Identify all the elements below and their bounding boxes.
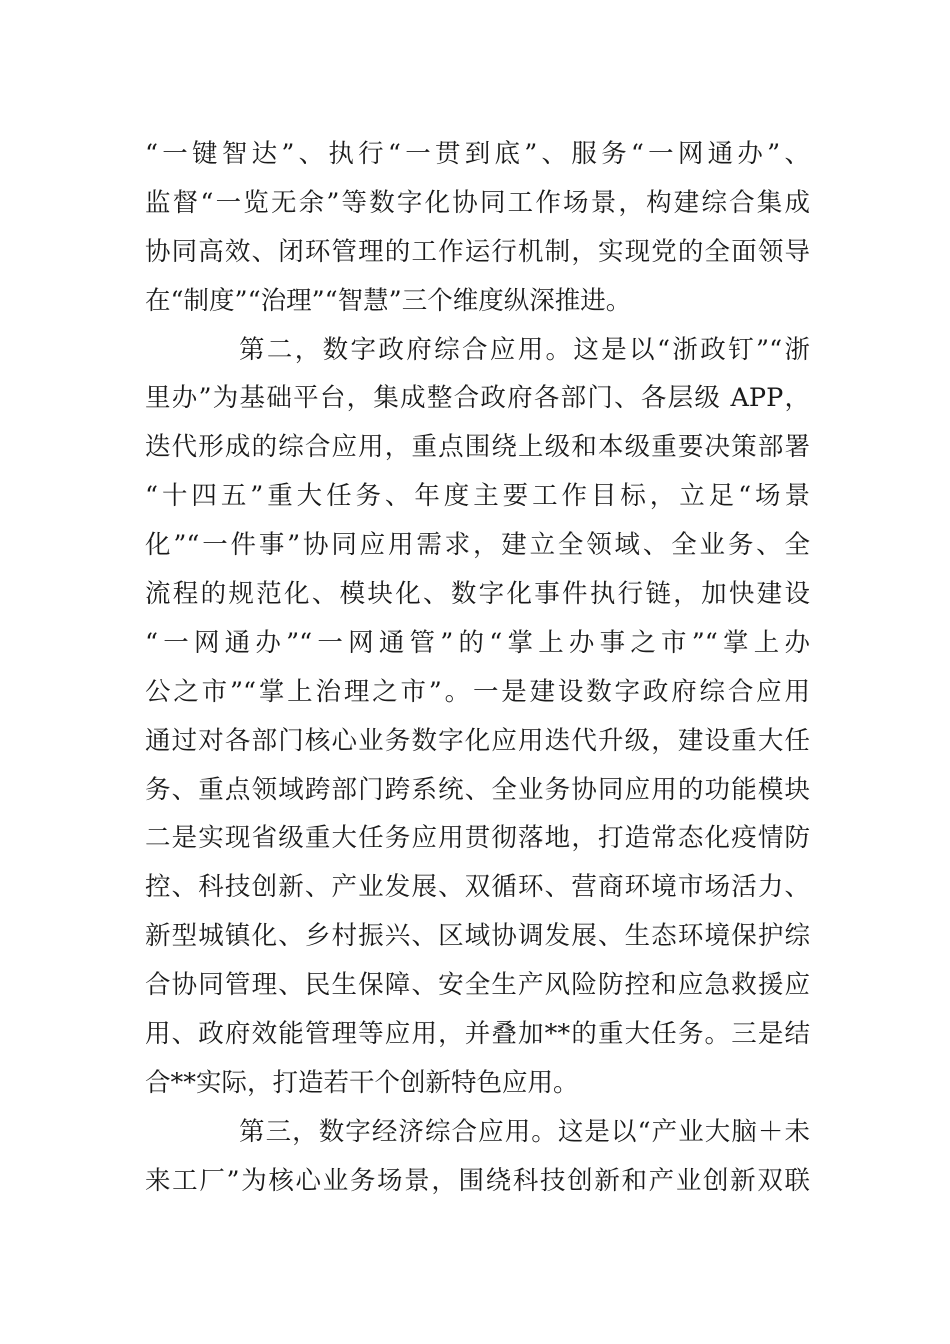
paragraph-line: 迭代形成的综合应用，重点围绕上级和本级重要决策部署	[145, 432, 810, 463]
paragraph-line: 公之市”“掌上治理之市”。一是建设数字政府综合应用	[145, 676, 810, 707]
paragraph-2	[145, 326, 810, 1108]
paragraph-line: 在“制度”“治理”“智慧”三个维度纵深推进。	[145, 285, 632, 316]
paragraph-line: 通过对各部门核心业务数字化应用迭代升级，建设重大任	[145, 725, 810, 756]
paragraph-line: 协同高效、闭环管理的工作运行机制，实现党的全面领导	[145, 236, 810, 267]
paragraph-line: “一网通办”“一网通管”的“掌上办事之市”“掌上办	[145, 627, 810, 658]
paragraph-line: 二是实现省级重大任务应用贯彻落地，打造常态化疫情防	[145, 823, 810, 854]
paragraph-line: 合协同管理、民生保障、安全生产风险防控和应急救援应	[145, 970, 810, 1001]
paragraph-line: “一键智达”、执行“一贯到底”、服务“一网通办”、	[145, 139, 810, 169]
paragraph-line: 合**实际，打造若干个创新特色应用。	[145, 1067, 579, 1098]
paragraph-line: 第三，数字经济综合应用。这是以“产业大脑＋未	[239, 1116, 810, 1147]
paragraph-line: 新型城镇化、乡村振兴、区域协调发展、生态环境保护综	[145, 921, 810, 952]
paragraph-line: 务、重点领域跨部门跨系统、全业务协同应用的功能模块	[145, 774, 810, 805]
paragraph-line: “十四五”重大任务、年度主要工作目标，立足“场景	[145, 481, 810, 512]
paragraph-3	[145, 1108, 810, 1206]
paragraph-line: 化”“一件事”协同应用需求，建立全领域、全业务、全	[145, 530, 810, 561]
paragraph-line: 来工厂”为核心业务场景，围绕科技创新和产业创新双联	[145, 1165, 810, 1196]
paragraph-line: 第二，数字政府综合应用。这是以“浙政钉”“浙	[239, 334, 810, 365]
paragraph-line: 监督“一览无余”等数字化协同工作场景，构建综合集成	[145, 187, 810, 218]
paragraph-line: 流程的规范化、模块化、数字化事件执行链，加快建设	[145, 579, 810, 610]
paragraph-1	[145, 130, 810, 326]
document-body	[145, 130, 810, 1206]
paragraph-line: 用、政府效能管理等应用，并叠加**的重大任务。三是结	[145, 1019, 810, 1050]
paragraph-line: 里办”为基础平台，集成整合政府各部门、各层级 APP，	[145, 383, 810, 414]
paragraph-line: 控、科技创新、产业发展、双循环、营商环境市场活力、	[145, 872, 810, 903]
